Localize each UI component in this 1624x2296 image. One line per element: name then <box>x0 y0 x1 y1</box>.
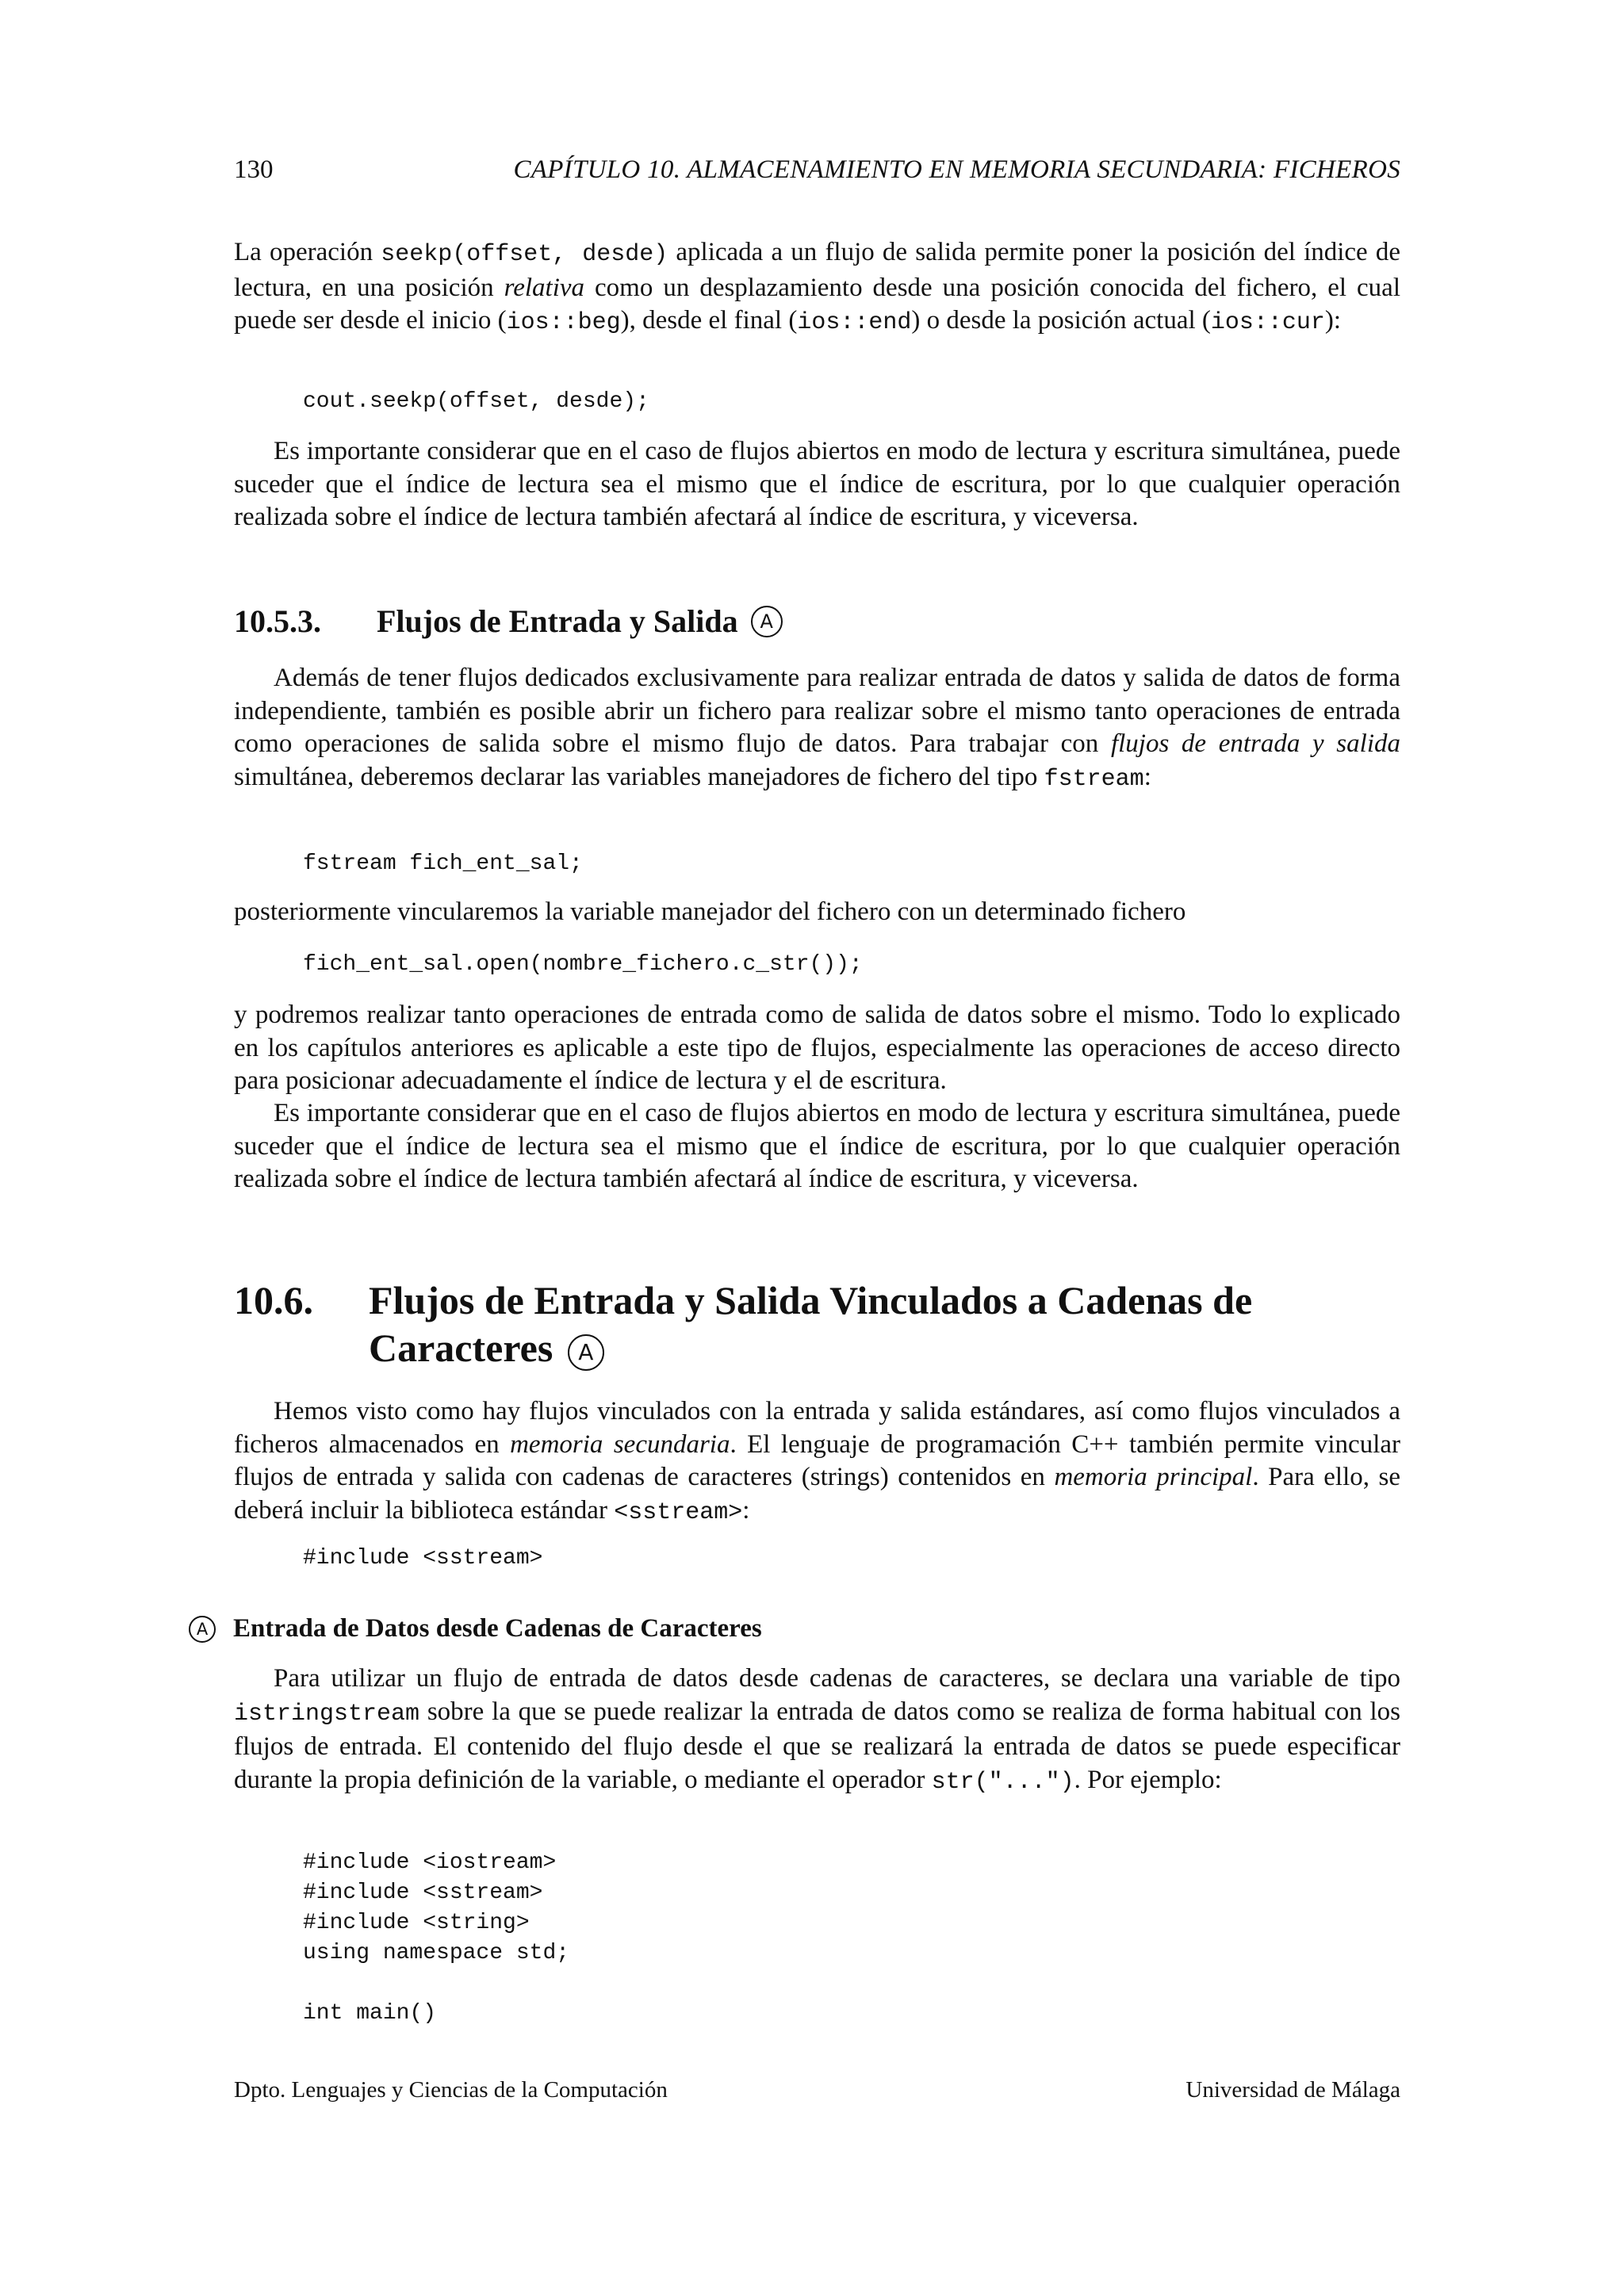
paragraph-index-note: Es importante considerar que en el caso de flujos abiertos en modo de lectura y escritura simultánea, puede suceder que el índice de lectura sea el mismo que el índice de escritura, por lo que cualquier operación realizada sobre el índice de lectura también afectará al índice de escritura, y viceversa. <box>234 437 1400 531</box>
footer-department: Dpto. Lenguajes y Ciencias de la Computación <box>234 2077 668 2103</box>
section-heading <box>234 1276 1400 1372</box>
inline-code: seekp(offset, desde) <box>381 241 668 268</box>
code-block-open: fich_ent_sal.open(nombre_fichero.c_str()); <box>303 952 863 977</box>
subsection-title: Flujos de Entrada y Salida <box>377 603 738 639</box>
paragraph-index-note-2: Es importante considerar que en el caso de flujos abiertos en modo de lectura y escritura simultánea, puede suceder que el índice de lectura sea el mismo que el índice de escritura, por lo que cualquier operación realizada sobre el índice de lectura también afectará al índice de escritura, y viceversa. <box>234 1099 1400 1193</box>
paragraph-istringstream: Para utilizar un flujo de entrada de datos desde cadenas de caracteres, se declara una variable de tipo istringstream sobre la que se puede realizar la entrada de datos como se realiza de forma habitual con los flujos de entrada. El contenido del flujo desde el que se realizará la entrada de datos se puede especificar durante la propia definición de la variable, o mediante el operador str("..."). Por ejemplo: <box>234 1664 1400 1796</box>
inline-code: fstream <box>1044 765 1144 793</box>
code-block-seekp: cout.seekp(offset, desde); <box>303 389 649 414</box>
inline-code: ios::end <box>797 309 912 336</box>
advanced-level-icon: A <box>751 606 783 637</box>
chapter-title: CAPÍTULO 10. ALMACENAMIENTO EN MEMORIA SECUNDARIA: FICHEROS <box>513 155 1400 184</box>
code-block-example: #include <iostream> #include <sstream> #include <string> using namespace std; int main() <box>303 1850 570 2026</box>
subsection-heading <box>234 603 783 640</box>
paragraph-fstream: Además de tener flujos dedicados exclusivamente para realizar entrada de datos y salida de datos de forma independiente, también es posible abrir un fichero para realizar sobre el mismo tanto operaciones de entrada como operaciones de salida sobre el mismo flujo de datos. Para trabajar con flujos de entrada y salida simultánea, deberemos declarar las variables manejadores de fichero del tipo fstream: <box>234 664 1400 793</box>
code-block-include: #include <sstream> <box>303 1546 543 1571</box>
inline-code: ios::beg <box>506 309 621 336</box>
subsection-number: 10.5.3. <box>234 603 321 639</box>
section-title: Flujos de Entrada y Salida Vinculados a Cadenas de Caracteres <box>369 1278 1253 1370</box>
inline-code: ios::cur <box>1210 309 1325 336</box>
paragraph-seekp: La operación seekp(offset, desde) aplicada a un flujo de salida permite poner la posición del índice de lectura, en una posición relativa como un desplazamiento desde una posición conocida del fichero, el cual puede ser desde el inicio (ios::beg), desde el final (ios::end) o desde la posición actual (ios::cur): <box>234 238 1401 336</box>
page-footer <box>234 2077 1400 2103</box>
advanced-level-icon: A <box>189 1616 216 1643</box>
section-number: 10.6. <box>234 1278 313 1322</box>
page-number: 130 <box>234 155 274 184</box>
advanced-level-icon: A <box>568 1334 604 1371</box>
paragraph-heading-title: Entrada de Datos desde Cadenas de Caracteres <box>233 1614 762 1643</box>
inline-code: istringstream <box>234 1700 420 1728</box>
footer-university: Universidad de Málaga <box>1185 2077 1400 2103</box>
running-header <box>234 155 1400 185</box>
code-block-fstream: fstream fich_ent_sal; <box>303 851 583 876</box>
inline-code: <sstream> <box>614 1498 743 1526</box>
paragraph-vincular: posteriormente vincularemos la variable manejador del fichero con un determinado fichero <box>234 897 1186 926</box>
inline-code: str("...") <box>931 1768 1074 1796</box>
paragraph-strings: Hemos visto como hay flujos vinculados con la entrada y salida estándares, así como flujos vinculados a ficheros almacenados en memoria secundaria. El lenguaje de programación C++ también permite vincular flujos de entrada y salida con cadenas de caracteres (strings) contenidos en memoria principal. Para ello, se deberá incluir la biblioteca estándar <sstream>: <box>234 1397 1401 1526</box>
paragraph-heading <box>189 1614 762 1644</box>
paragraph-operaciones: y podremos realizar tanto operaciones de entrada como de salida de datos sobre el mismo. Todo lo explicado en los capítulos anteriores es aplicable a este tipo de flujos, especialmente las operaciones de acceso directo para posicionar adecuadamente el índice de lectura y el de escritura. <box>234 1001 1400 1095</box>
